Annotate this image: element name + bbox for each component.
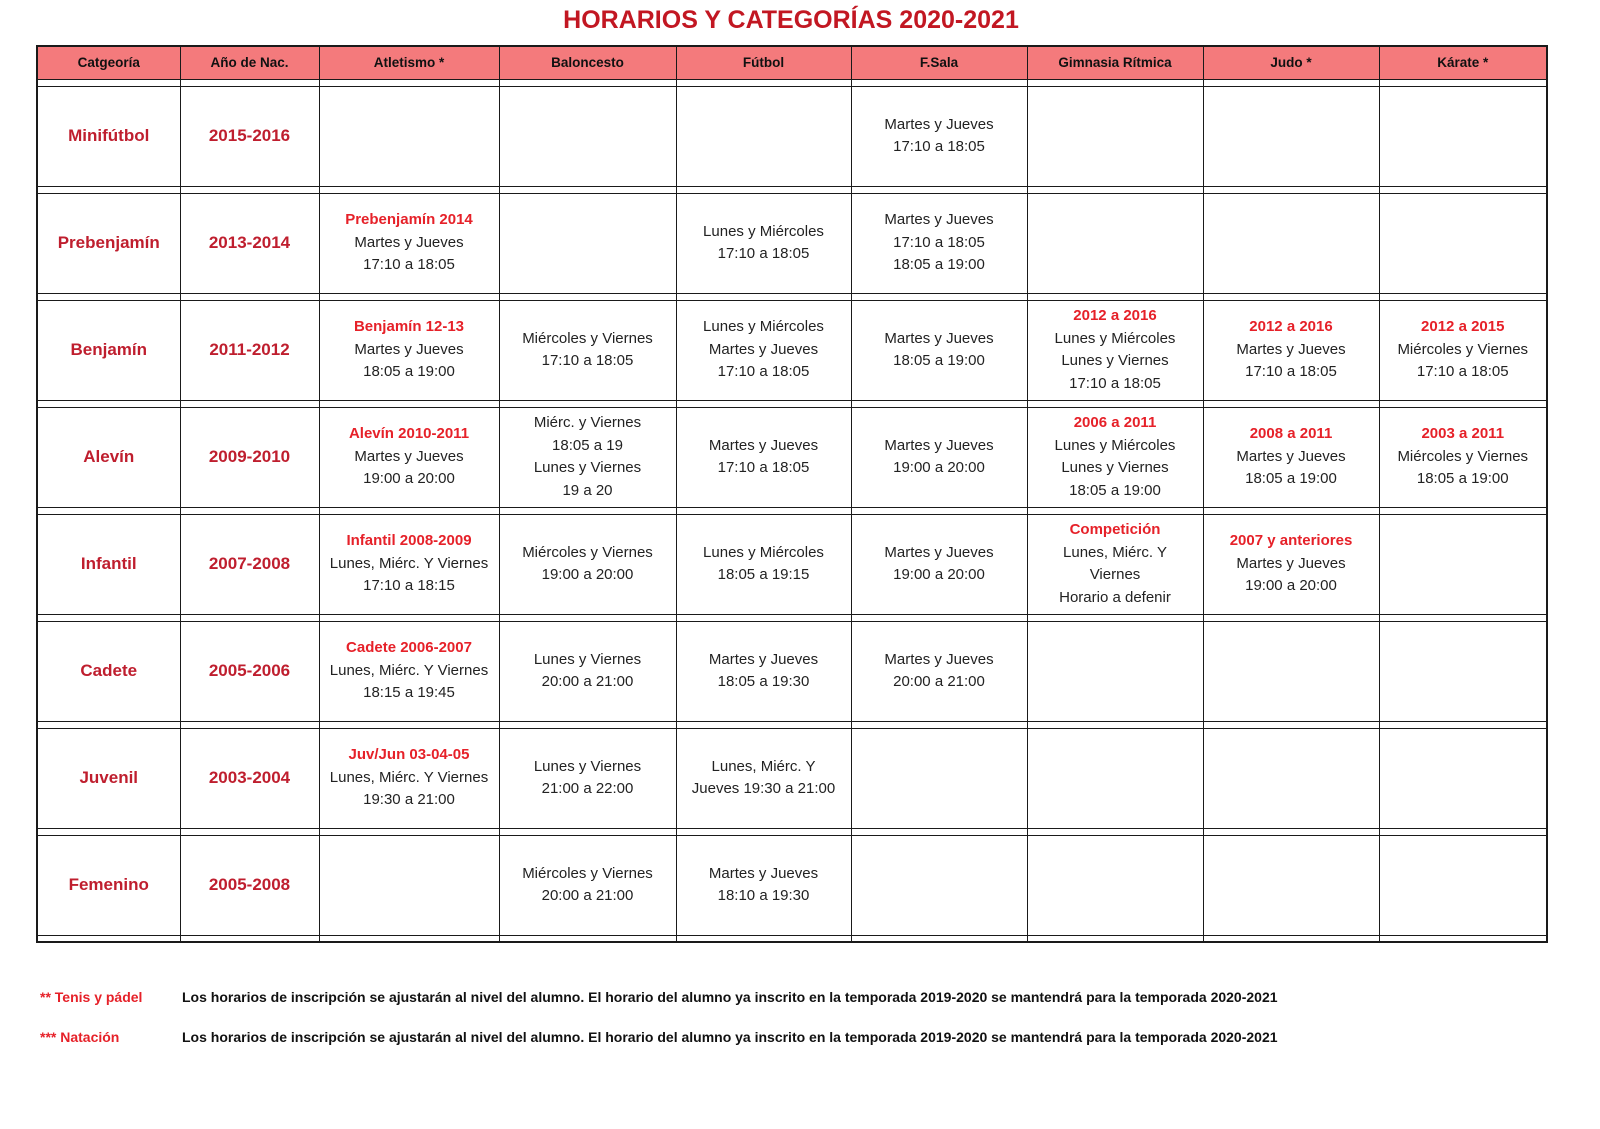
cell-line: 17:10 a 18:05 bbox=[1245, 363, 1337, 381]
row-separator bbox=[37, 935, 1547, 942]
table-body bbox=[37, 79, 1547, 942]
cell-line: 18:05 a 19:15 bbox=[717, 566, 810, 583]
separator-cell bbox=[37, 935, 180, 942]
cell-line: 17:10 a 18:05 bbox=[1069, 374, 1161, 392]
separator-cell bbox=[499, 186, 676, 193]
cell-line: Martes y Jueves bbox=[354, 340, 464, 358]
column-header-atletismo: Atletismo * bbox=[319, 46, 499, 79]
cell-line: 20:00 a 21:00 bbox=[541, 673, 634, 690]
cell-line: Martes y Jueves bbox=[1236, 554, 1346, 572]
separator-cell bbox=[851, 507, 1027, 514]
note-label: *** Natación bbox=[40, 1029, 120, 1045]
cell-line-highlight: Competición bbox=[1069, 521, 1161, 538]
note-natacion bbox=[40, 1029, 1600, 1045]
cell-futbol bbox=[676, 514, 851, 614]
separator-cell bbox=[499, 935, 676, 942]
separator-cell bbox=[180, 186, 319, 193]
row-separator bbox=[37, 828, 1547, 835]
separator-cell bbox=[851, 400, 1027, 407]
page-title: HORARIOS Y CATEGORÍAS 2020-2021 bbox=[563, 6, 1019, 34]
separator-cell bbox=[1379, 935, 1547, 942]
cell-line: 17:10 a 18:05 bbox=[363, 256, 455, 274]
cell-fsala bbox=[851, 835, 1027, 935]
separator-cell bbox=[180, 721, 319, 728]
cell-line-highlight: 2003 a 2011 bbox=[1421, 425, 1505, 443]
cell-line: 18:05 a 19:00 bbox=[1416, 470, 1509, 488]
separator-cell bbox=[180, 400, 319, 407]
separator-cell bbox=[676, 79, 851, 86]
separator-cell bbox=[1027, 79, 1203, 86]
cell-line: Lunes, Miérc. Y bbox=[711, 757, 816, 775]
cell-line: Lunes y Viernes bbox=[533, 459, 642, 476]
cell-line: Martes y Jueves bbox=[884, 543, 994, 561]
cell-line: Martes y Jueves bbox=[354, 233, 464, 251]
separator-cell bbox=[319, 186, 499, 193]
cell-line: Lunes, Miérc. Y Viernes bbox=[329, 554, 489, 572]
cell-futbol bbox=[676, 300, 851, 400]
separator-cell bbox=[499, 614, 676, 621]
cell-line-highlight: 2007 y anteriores bbox=[1229, 532, 1353, 550]
separator-cell bbox=[1379, 614, 1547, 621]
cell-line: 17:10 a 18:15 bbox=[363, 577, 455, 595]
cell-karate bbox=[1379, 728, 1547, 828]
row-birth-years: 2009-2010 bbox=[180, 407, 319, 507]
cell-line: 19 a 20 bbox=[562, 481, 613, 499]
separator-cell bbox=[851, 828, 1027, 835]
table-row-infantil bbox=[37, 514, 1547, 614]
cell-baloncesto bbox=[499, 407, 676, 507]
separator-cell bbox=[180, 507, 319, 514]
cell-line-highlight: Juv/Jun 03-04-05 bbox=[348, 746, 470, 764]
column-header-judo: Judo * bbox=[1203, 46, 1379, 79]
separator-cell bbox=[1203, 828, 1379, 835]
cell-line: 18:05 a 19:00 bbox=[1069, 481, 1161, 499]
cell-line: 19:00 a 20:00 bbox=[363, 470, 455, 488]
cell-line: Lunes y Viernes bbox=[1061, 352, 1169, 369]
cell-line: Martes y Jueves bbox=[708, 340, 819, 358]
row-birth-years: 2005-2008 bbox=[180, 835, 319, 935]
separator-cell bbox=[319, 614, 499, 621]
cell-line: 17:10 a 18:05 bbox=[893, 233, 985, 251]
separator-cell bbox=[1203, 293, 1379, 300]
cell-gimnasia-ritmica bbox=[1027, 621, 1203, 721]
cell-gimnasia-ritmica bbox=[1027, 407, 1203, 507]
cell-line-highlight: Cadete 2006-2007 bbox=[346, 639, 472, 657]
cell-baloncesto bbox=[499, 835, 676, 935]
cell-futbol bbox=[676, 193, 851, 293]
cell-line: 18:05 a 19:30 bbox=[717, 673, 810, 690]
cell-judo bbox=[1203, 621, 1379, 721]
cell-line: Lunes y Miércoles bbox=[703, 543, 824, 561]
cell-line: 19:00 a 20:00 bbox=[893, 566, 985, 583]
cell-line: 18:05 a 19:00 bbox=[1245, 470, 1337, 488]
cell-gimnasia-ritmica bbox=[1027, 193, 1203, 293]
separator-cell bbox=[37, 614, 180, 621]
row-category: Alevín bbox=[37, 407, 180, 507]
cell-judo bbox=[1203, 835, 1379, 935]
separator-cell bbox=[180, 614, 319, 621]
row-separator bbox=[37, 293, 1547, 300]
cell-line: 17:10 a 18:05 bbox=[717, 459, 810, 476]
separator-cell bbox=[1379, 400, 1547, 407]
cell-line-highlight: Benjamín 12-13 bbox=[353, 318, 465, 336]
separator-cell bbox=[37, 79, 180, 86]
cell-line: 17:10 a 18:05 bbox=[541, 352, 634, 369]
separator-cell bbox=[319, 935, 499, 942]
separator-cell bbox=[851, 614, 1027, 621]
cell-judo bbox=[1203, 193, 1379, 293]
row-birth-years: 2013-2014 bbox=[180, 193, 319, 293]
separator-cell bbox=[851, 79, 1027, 86]
separator-cell bbox=[1027, 293, 1203, 300]
cell-line-highlight: 2012 a 2016 bbox=[1073, 307, 1157, 324]
table-header bbox=[37, 46, 1547, 79]
cell-atletismo bbox=[319, 86, 499, 186]
cell-karate bbox=[1379, 86, 1547, 186]
cell-line: 19:00 a 20:00 bbox=[541, 566, 634, 583]
cell-line: Martes y Jueves bbox=[884, 329, 994, 347]
separator-cell bbox=[499, 400, 676, 407]
cell-karate bbox=[1379, 621, 1547, 721]
cell-line: Miérc. y Viernes bbox=[533, 414, 642, 431]
cell-line: 17:10 a 18:05 bbox=[717, 363, 810, 381]
cell-line: Martes y Jueves bbox=[354, 447, 464, 465]
separator-cell bbox=[1379, 828, 1547, 835]
separator-cell bbox=[1027, 507, 1203, 514]
row-birth-years: 2005-2006 bbox=[180, 621, 319, 721]
separator-cell bbox=[1379, 721, 1547, 728]
row-birth-years: 2015-2016 bbox=[180, 86, 319, 186]
cell-judo bbox=[1203, 86, 1379, 186]
row-separator bbox=[37, 721, 1547, 728]
separator-cell bbox=[1027, 400, 1203, 407]
separator-cell bbox=[37, 828, 180, 835]
cell-baloncesto bbox=[499, 621, 676, 721]
column-header-karate: Kárate * bbox=[1379, 46, 1547, 79]
separator-cell bbox=[1027, 828, 1203, 835]
cell-line: Miércoles y Viernes bbox=[522, 543, 653, 561]
cell-line-highlight: 2012 a 2016 bbox=[1249, 318, 1333, 336]
cell-gimnasia-ritmica bbox=[1027, 300, 1203, 400]
separator-cell bbox=[1027, 614, 1203, 621]
separator-cell bbox=[1027, 186, 1203, 193]
cell-baloncesto bbox=[499, 300, 676, 400]
cell-baloncesto bbox=[499, 86, 676, 186]
separator-cell bbox=[1203, 507, 1379, 514]
cell-atletismo bbox=[319, 621, 499, 721]
cell-line: 17:10 a 18:05 bbox=[1416, 363, 1509, 381]
separator-cell bbox=[319, 721, 499, 728]
table-row-minifútbol bbox=[37, 86, 1547, 186]
cell-line: Martes y Jueves bbox=[708, 650, 819, 668]
cell-gimnasia-ritmica bbox=[1027, 728, 1203, 828]
column-header-futbol: Fútbol bbox=[676, 46, 851, 79]
cell-line: Martes y Jueves bbox=[708, 864, 819, 882]
cell-futbol bbox=[676, 407, 851, 507]
table-row-alevín bbox=[37, 407, 1547, 507]
separator-cell bbox=[37, 507, 180, 514]
column-header-anio-de-nac: Año de Nac. bbox=[180, 46, 319, 79]
cell-gimnasia-ritmica bbox=[1027, 835, 1203, 935]
cell-line: Martes y Jueves bbox=[884, 211, 994, 229]
cell-line: Horario a defenir bbox=[1059, 588, 1171, 606]
cell-judo bbox=[1203, 728, 1379, 828]
cell-fsala bbox=[851, 407, 1027, 507]
cell-line: Lunes, Miérc. Y Viernes bbox=[329, 661, 489, 679]
cell-line: 19:30 a 21:00 bbox=[363, 791, 455, 809]
separator-cell bbox=[37, 293, 180, 300]
cell-futbol bbox=[676, 86, 851, 186]
row-category: Femenino bbox=[37, 835, 180, 935]
separator-cell bbox=[37, 400, 180, 407]
cell-line-highlight: 2012 a 2015 bbox=[1421, 318, 1505, 336]
table-row-femenino bbox=[37, 835, 1547, 935]
separator-cell bbox=[319, 507, 499, 514]
cell-futbol bbox=[676, 728, 851, 828]
cell-fsala bbox=[851, 514, 1027, 614]
separator-cell bbox=[1203, 79, 1379, 86]
cell-line: 18:05 a 19:00 bbox=[893, 256, 985, 274]
cell-line: Lunes y Viernes bbox=[533, 757, 642, 775]
separator-cell bbox=[319, 79, 499, 86]
row-category: Minifútbol bbox=[37, 86, 180, 186]
cell-line: Lunes y Miércoles bbox=[1054, 329, 1176, 347]
separator-cell bbox=[1203, 400, 1379, 407]
table-row-juvenil bbox=[37, 728, 1547, 828]
cell-line: Lunes, Miérc. Y bbox=[1063, 543, 1167, 561]
cell-futbol bbox=[676, 621, 851, 721]
cell-judo bbox=[1203, 407, 1379, 507]
separator-cell bbox=[180, 293, 319, 300]
cell-fsala bbox=[851, 621, 1027, 721]
cell-gimnasia-ritmica bbox=[1027, 514, 1203, 614]
row-category: Prebenjamín bbox=[37, 193, 180, 293]
separator-cell bbox=[37, 186, 180, 193]
separator-cell bbox=[851, 186, 1027, 193]
separator-cell bbox=[1379, 186, 1547, 193]
separator-cell bbox=[851, 935, 1027, 942]
separator-cell bbox=[1027, 721, 1203, 728]
note-text: Los horarios de inscripción se ajustarán al nivel del alumno. El horario del alumno ya inscrito en la temporada 2019-2020 se mantendrá para la temporada 2020-2021 bbox=[182, 989, 1278, 1005]
separator-cell bbox=[499, 721, 676, 728]
note-tenis-padel bbox=[40, 989, 1600, 1005]
table-row-cadete bbox=[37, 621, 1547, 721]
cell-line-highlight: Prebenjamín 2014 bbox=[345, 211, 473, 229]
cell-line: 17:10 a 18:05 bbox=[717, 245, 810, 262]
cell-line: 17:10 a 18:05 bbox=[893, 138, 985, 155]
row-separator bbox=[37, 79, 1547, 86]
separator-cell bbox=[676, 614, 851, 621]
cell-line-highlight: Alevín 2010-2011 bbox=[348, 425, 470, 443]
cell-line: Martes y Jueves bbox=[708, 436, 819, 454]
separator-cell bbox=[180, 79, 319, 86]
cell-line: 18:05 a 19:00 bbox=[893, 352, 985, 369]
cell-line: Martes y Jueves bbox=[884, 436, 994, 454]
cell-atletismo bbox=[319, 835, 499, 935]
cell-futbol bbox=[676, 835, 851, 935]
separator-cell bbox=[1203, 614, 1379, 621]
cell-line: 19:00 a 20:00 bbox=[1245, 577, 1337, 595]
cell-fsala bbox=[851, 193, 1027, 293]
row-separator bbox=[37, 614, 1547, 621]
cell-line: 18:05 a 19:00 bbox=[363, 363, 455, 381]
cell-line: Jueves 19:30 a 21:00 bbox=[691, 780, 836, 797]
separator-cell bbox=[1203, 935, 1379, 942]
separator-cell bbox=[676, 507, 851, 514]
separator-cell bbox=[319, 828, 499, 835]
cell-baloncesto bbox=[499, 514, 676, 614]
separator-cell bbox=[676, 935, 851, 942]
separator-cell bbox=[676, 186, 851, 193]
cell-karate bbox=[1379, 193, 1547, 293]
cell-line: Lunes y Miércoles bbox=[1054, 436, 1176, 454]
separator-cell bbox=[37, 721, 180, 728]
cell-line-highlight: 2008 a 2011 bbox=[1249, 425, 1333, 443]
separator-cell bbox=[1203, 186, 1379, 193]
cell-line: 18:10 a 19:30 bbox=[717, 887, 810, 904]
row-birth-years: 2003-2004 bbox=[180, 728, 319, 828]
separator-cell bbox=[676, 400, 851, 407]
separator-cell bbox=[676, 721, 851, 728]
cell-line: 20:00 a 21:00 bbox=[893, 673, 985, 690]
separator-cell bbox=[1379, 79, 1547, 86]
separator-cell bbox=[319, 400, 499, 407]
separator-cell bbox=[1379, 507, 1547, 514]
row-category: Juvenil bbox=[37, 728, 180, 828]
cell-line-highlight: 2006 a 2011 bbox=[1073, 414, 1157, 431]
separator-cell bbox=[851, 721, 1027, 728]
cell-baloncesto bbox=[499, 193, 676, 293]
cell-line: 20:00 a 21:00 bbox=[541, 887, 634, 904]
cell-line: Lunes y Viernes bbox=[533, 650, 642, 668]
separator-cell bbox=[319, 293, 499, 300]
cell-line: Lunes y Miércoles bbox=[703, 222, 824, 240]
schedule-page bbox=[0, 6, 1600, 1129]
separator-cell bbox=[499, 79, 676, 86]
column-header-baloncesto: Baloncesto bbox=[499, 46, 676, 79]
row-separator bbox=[37, 400, 1547, 407]
cell-karate bbox=[1379, 514, 1547, 614]
cell-line: Lunes y Viernes bbox=[1061, 459, 1169, 476]
cell-karate bbox=[1379, 407, 1547, 507]
separator-cell bbox=[851, 293, 1027, 300]
cell-karate bbox=[1379, 835, 1547, 935]
row-birth-years: 2011-2012 bbox=[180, 300, 319, 400]
separator-cell bbox=[499, 293, 676, 300]
cell-line-highlight: Infantil 2008-2009 bbox=[346, 532, 472, 550]
table-row-prebenjamín bbox=[37, 193, 1547, 293]
cell-karate bbox=[1379, 300, 1547, 400]
cell-line: Miércoles y Viernes bbox=[1397, 447, 1529, 465]
separator-cell bbox=[1203, 721, 1379, 728]
cell-line: Miércoles y Viernes bbox=[522, 864, 653, 882]
cell-atletismo bbox=[319, 728, 499, 828]
row-birth-years: 2007-2008 bbox=[180, 514, 319, 614]
cell-atletismo bbox=[319, 407, 499, 507]
cell-judo bbox=[1203, 514, 1379, 614]
cell-line: Martes y Jueves bbox=[1236, 340, 1346, 358]
column-header-fsala: F.Sala bbox=[851, 46, 1027, 79]
cell-atletismo bbox=[319, 300, 499, 400]
column-header-categoria: Catgeoría bbox=[37, 46, 180, 79]
separator-cell bbox=[1379, 293, 1547, 300]
cell-line: 18:05 a 19 bbox=[552, 436, 623, 454]
cell-fsala bbox=[851, 86, 1027, 186]
cell-line: 21:00 a 22:00 bbox=[541, 780, 634, 797]
row-separator bbox=[37, 186, 1547, 193]
separator-cell bbox=[499, 828, 676, 835]
cell-judo bbox=[1203, 300, 1379, 400]
separator-cell bbox=[180, 935, 319, 942]
cell-fsala bbox=[851, 728, 1027, 828]
row-category: Cadete bbox=[37, 621, 180, 721]
separator-cell bbox=[180, 828, 319, 835]
cell-line: 18:15 a 19:45 bbox=[363, 684, 455, 702]
cell-line: Martes y Jueves bbox=[1236, 447, 1346, 465]
cell-line: Martes y Jueves bbox=[884, 650, 994, 668]
cell-gimnasia-ritmica bbox=[1027, 86, 1203, 186]
cell-line: Lunes, Miérc. Y Viernes bbox=[329, 768, 489, 786]
cell-atletismo bbox=[319, 193, 499, 293]
cell-line: Lunes y Miércoles bbox=[703, 318, 824, 336]
table-row-benjamín bbox=[37, 300, 1547, 400]
schedule-table bbox=[36, 45, 1548, 943]
cell-line: Viernes bbox=[1089, 566, 1141, 583]
separator-cell bbox=[1027, 935, 1203, 942]
note-label: ** Tenis y pádel bbox=[40, 989, 143, 1005]
separator-cell bbox=[676, 828, 851, 835]
cell-line: Miércoles y Viernes bbox=[1397, 340, 1529, 358]
footnotes bbox=[40, 989, 1600, 1045]
cell-line: 19:00 a 20:00 bbox=[893, 459, 985, 476]
separator-cell bbox=[676, 293, 851, 300]
note-text: Los horarios de inscripción se ajustarán al nivel del alumno. El horario del alumno ya inscrito en la temporada 2019-2020 se mantendrá para la temporada 2020-2021 bbox=[182, 1029, 1278, 1045]
separator-cell bbox=[499, 507, 676, 514]
row-separator bbox=[37, 507, 1547, 514]
column-header-gimnasia-ritmica: Gimnasia Rítmica bbox=[1027, 46, 1203, 79]
cell-baloncesto bbox=[499, 728, 676, 828]
cell-fsala bbox=[851, 300, 1027, 400]
row-category: Benjamín bbox=[37, 300, 180, 400]
cell-line: Miércoles y Viernes bbox=[522, 329, 653, 347]
cell-atletismo bbox=[319, 514, 499, 614]
cell-line: Martes y Jueves bbox=[884, 115, 994, 133]
row-category: Infantil bbox=[37, 514, 180, 614]
